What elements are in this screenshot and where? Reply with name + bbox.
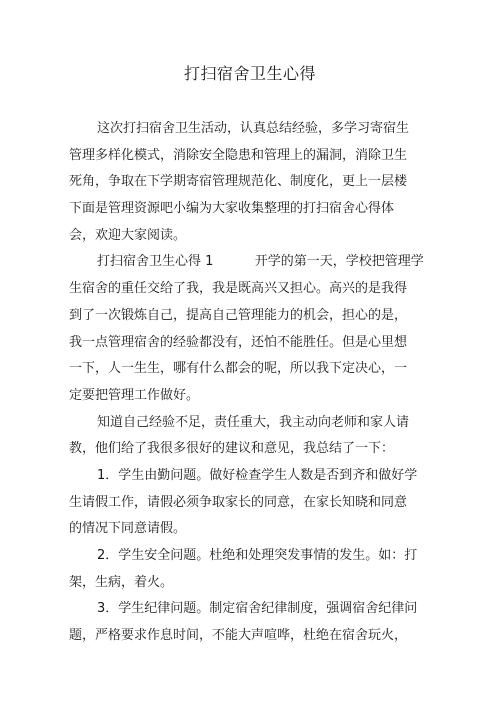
text-line: 架，生病，着火。 [69, 574, 174, 590]
document-body [69, 116, 424, 650]
paragraph-item-3 [69, 596, 418, 649]
text-line: 管理多样化模式，消除安全隐患和管理上的漏洞，消除卫生 [69, 147, 408, 163]
paragraph-section-1 [69, 249, 424, 409]
text-line: 会，欢迎大家阅读。 [69, 227, 187, 243]
text-line: 下面是管理资源吧小编为大家收集整理的打扫宿舍心得体 [69, 201, 395, 217]
text-line: 生请假工作，请假必须争取家长的同意，在家长知晓和同意 [69, 494, 408, 510]
text-line: 生宿舍的重任交给了我，我是既高兴又担心。高兴的是我得 [69, 281, 408, 297]
paragraph-item-1 [69, 463, 418, 543]
paragraph-intro [69, 116, 409, 249]
text-line: 2．学生安全问题。杜绝和处理突发事情的发生。如：打 [97, 548, 418, 563]
text-line: 题，严格要求作息时间，不能大声喧哗，杜绝在宿舍玩火， [69, 628, 408, 644]
text-line: 的情况下同意请假。 [69, 521, 187, 537]
text-line: 打扫宿舍卫生心得 1 开学的第一天，学校把管理学 [97, 254, 424, 270]
paragraph-item-2 [69, 543, 418, 596]
text-line: 这次打扫宿舍卫生活动，认真总结经验，多学习寄宿生 [97, 121, 410, 136]
text-line: 死角，争取在下学期寄宿管理规范化、制度化，更上一层楼 [69, 174, 408, 190]
text-line: 一下，人一生生，哪有什么都会的呢，所以我下定决心，一 [69, 361, 408, 377]
text-line: 知道自己经验不足，责任重大，我主动向老师和家人请 [97, 414, 410, 430]
text-line: 我一点管理宿舍的经验都没有，还怕不能胜任。但是心里想 [69, 334, 408, 350]
document-title: 打扫宿舍卫生心得 [183, 64, 316, 83]
text-line: 1．学生由勤问题。做好检查学生人数是否到齐和做好学 [97, 467, 418, 483]
text-line: 到了一次锻炼自己，提高自己管理能力的机会，担心的是， [69, 307, 408, 323]
paragraph-advice [69, 410, 409, 463]
text-line: 3．学生纪律问题。制定宿舍纪律制度，强调宿舍纪律问 [97, 601, 418, 617]
text-line: 定要把管理工作做好。 [69, 387, 200, 403]
text-line: 教，他们给了我很多很好的建议和意见，我总结了一下： [69, 441, 395, 457]
